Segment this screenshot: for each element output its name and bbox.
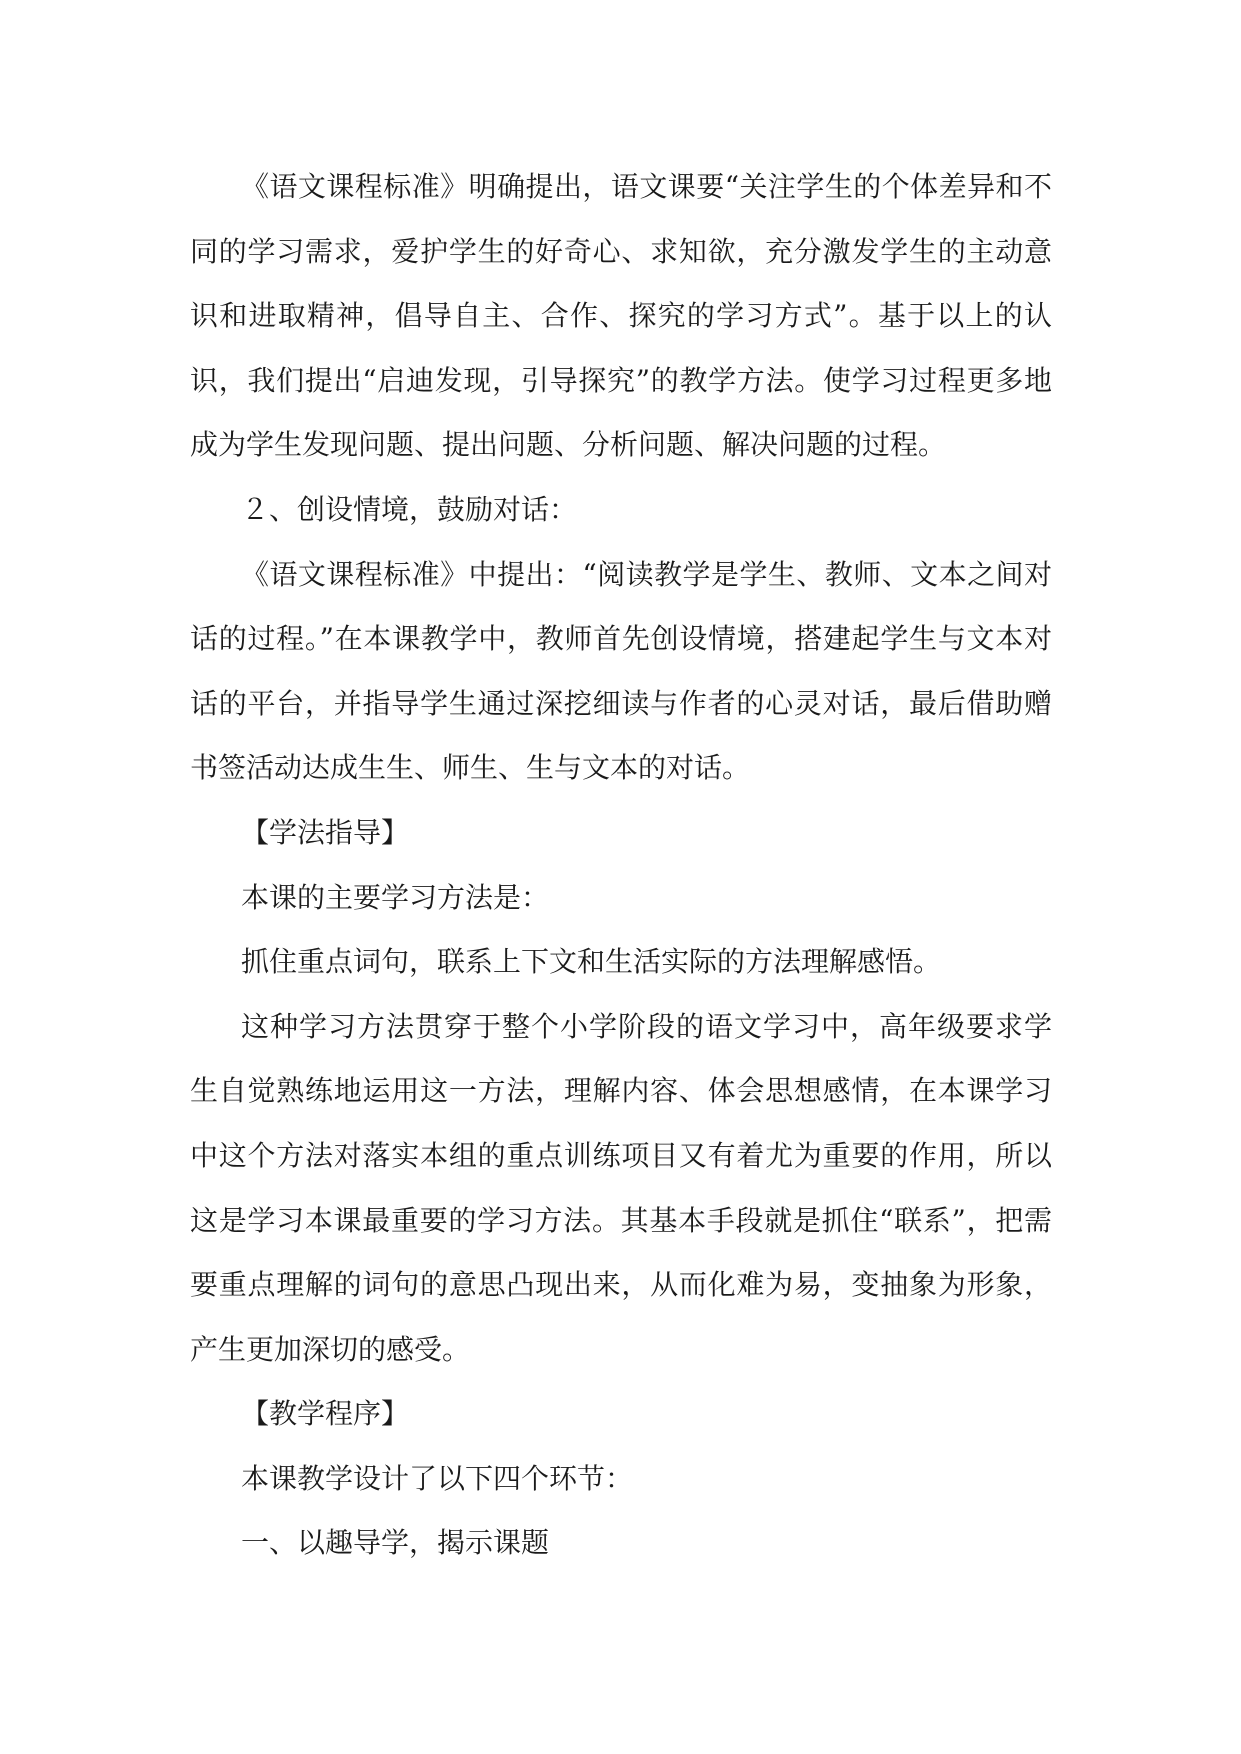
paragraph-method-detail: 这种学习方法贯穿于整个小学阶段的语文学习中，高年级要求学生自觉熟练地运用这一方法，理解内容、体会思想感情，在本课学习中这个方法对落实本组的重点训练项目又有着尤为重要的作用，所以这是学习本课最重要的学习方法。其基本手段就是抓住“联系”，把需要重点理解的词句的意思凸现出来，从而化难为易，变抽象为形象，产生更加深切的感受。 [190, 1009, 1052, 1366]
document-body [190, 155, 1052, 1576]
paragraph-four-steps: 本课教学设计了以下四个环节： [241, 1461, 634, 1495]
heading-study-method: 【学法指导】 [241, 815, 410, 849]
heading-teaching-procedure: 【教学程序】 [241, 1397, 410, 1431]
heading-step-one: 一、以趣导学，揭示课题 [241, 1526, 550, 1560]
paragraph-curriculum-standard: 《语文课程标准》明确提出，语文课要“关注学生的个体差异和不同的学习需求，爱护学生的好奇心、求知欲，充分激发学生的主动意识和进取精神，倡导自主、合作、探究的学习方式”。基于以上的认识，我们提出“启迪发现，引导探究”的教学方法。使学习过程更多地成为学生发现问题、提出问题、分析问题、解决问题的过程。 [190, 170, 1052, 462]
paragraph-main-method: 抓住重点词句，联系上下文和生活实际的方法理解感悟。 [241, 945, 942, 979]
paragraph-dialogue: 《语文课程标准》中提出：“阅读教学是学生、教师、文本之间对话的过程。”在本课教学中，教师首先创设情境，搭建起学生与文本对话的平台，并指导学生通过深挖细读与作者的心灵对话，最后借助赠书签活动达成生生、师生、生与文本的对话。 [190, 557, 1052, 785]
paragraph-main-method-intro: 本课的主要学习方法是： [241, 880, 550, 914]
heading-create-situation: ２、创设情境，鼓励对话： [241, 492, 578, 526]
